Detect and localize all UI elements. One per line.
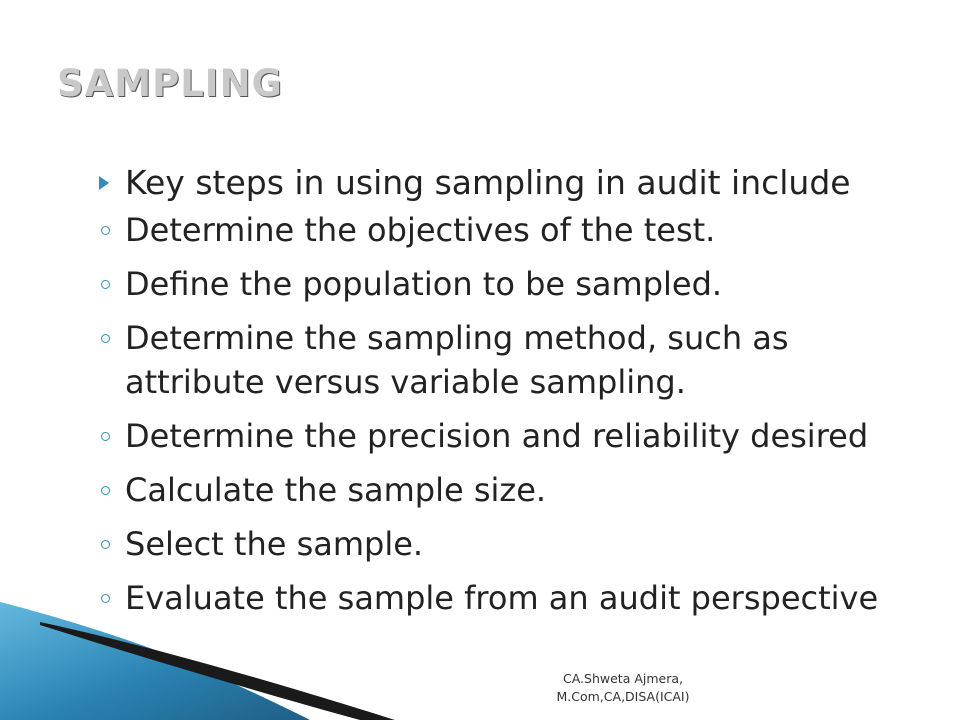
footer-author: CA.Shweta Ajmera, bbox=[562, 671, 683, 686]
step-text: Determine the precision and reliability desired bbox=[125, 417, 869, 455]
step-text: Determine the objectives of the test. bbox=[125, 211, 716, 249]
step-text: Define the population to be sampled. bbox=[125, 265, 723, 303]
slide-title: SAMPLING bbox=[57, 62, 283, 105]
footer-credentials: M.Com,CA,DISA(ICAI) bbox=[556, 689, 690, 704]
step-text: Evaluate the sample from an audit perspective bbox=[125, 579, 879, 617]
slide-footer bbox=[548, 670, 698, 706]
step-text: Select the sample. bbox=[125, 525, 424, 563]
step-text: Determine the sampling method, such as attribute versus variable sampling. bbox=[125, 319, 789, 401]
step-text: Calculate the sample size. bbox=[125, 471, 547, 509]
swoosh-blue-shape bbox=[0, 602, 310, 720]
intro-text: Key steps in using sampling in audit include bbox=[125, 163, 851, 202]
